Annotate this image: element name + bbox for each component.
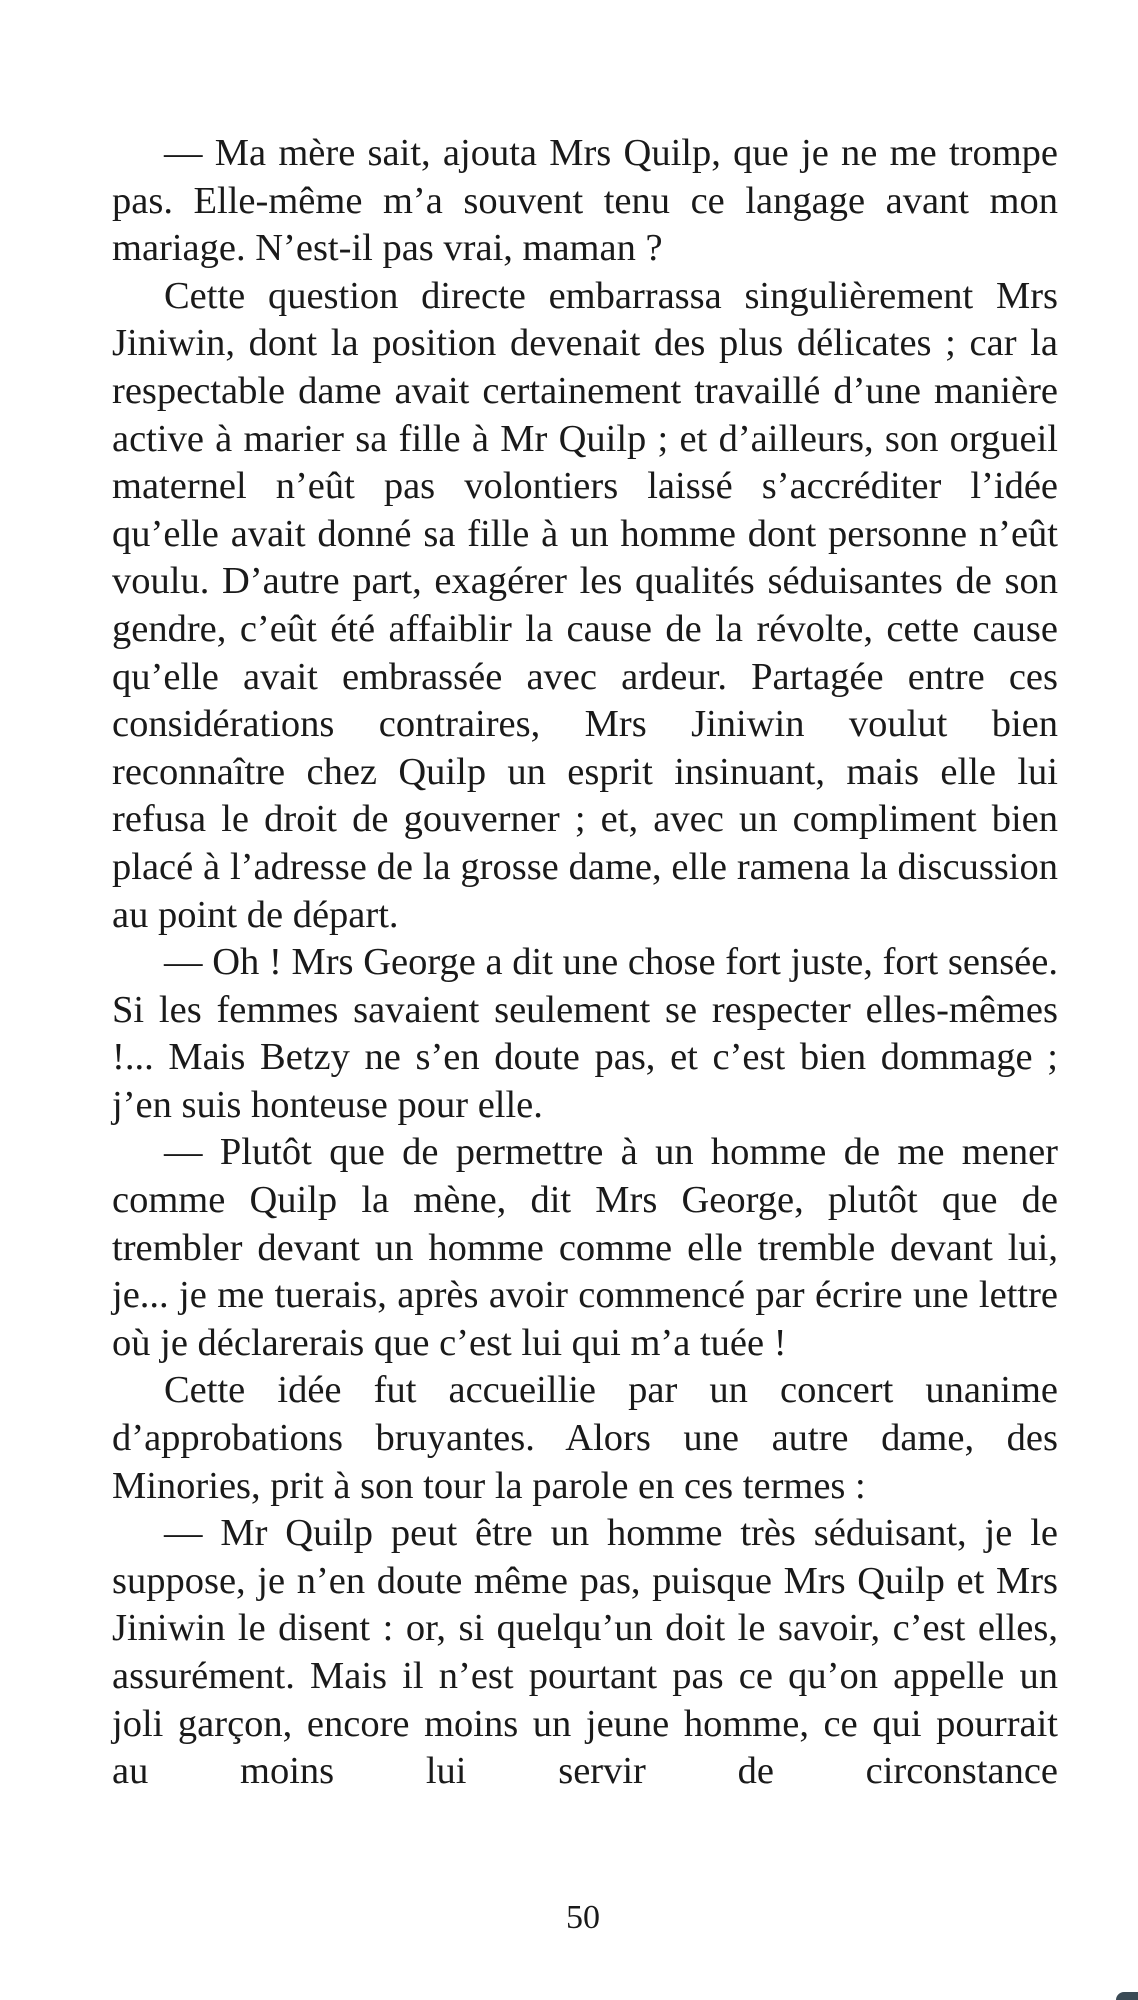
page-number: 50 (566, 1899, 600, 1936)
paragraph-3: — Oh ! Mrs George a dit une chose fort juste, fort sensée. Si les femmes savaient seulement se respecter elles-mêmes !... Mais Betzy ne s’en doute pas, et c’est bien dommage ; j’en suis honteuse pour elle. (112, 941, 1058, 1126)
scan-edge-mark (1116, 1992, 1138, 2000)
page-body (112, 130, 1058, 1796)
paragraph-2: Cette question directe embarrassa singulièrement Mrs Jiniwin, dont la position devenait des plus délicates ; car la respectable dame avait certainement travaillé d’une manière active à marier sa fille à Mr Quilp ; et d’ailleurs, son orgueil maternel n’eût pas volontiers laissé s’accréditer l’idée qu’elle avait donné sa fille à un homme dont personne n’eût voulu. D’autre part, exagérer les qualités séduisantes de son gendre, c’eût été affaiblir la cause de la révolte, cette cause qu’elle avait embrassée avec ardeur. Partagée entre ces considérations contraires, Mrs Jiniwin voulut bien reconnaître chez Quilp un esprit insinuant, mais elle lui refusa le droit de gouverner ; et, avec un compliment bien placé à l’adresse de la grosse dame, elle ramena la discussion au point de départ. (112, 274, 1058, 936)
paragraph-5: Cette idée fut accueillie par un concert unanime d’approbations bruyantes. Alors une autre dame, des Minories, prit à son tour la parole en ces termes : (112, 1369, 1058, 1507)
paragraph-4: — Plutôt que de permettre à un homme de me mener comme Quilp la mène, dit Mrs George, plutôt que de trembler devant un homme comme elle tremble devant lui, je... je me tuerais, après avoir commencé par écrire une lettre où je déclarerais que c’est lui qui m’a tuée ! (112, 1131, 1058, 1364)
paragraph-1: — Ma mère sait, ajouta Mrs Quilp, que je ne me trompe pas. Elle-même m’a souvent tenu ce langage avant mon mariage. N’est-il pas vrai, maman ? (112, 132, 1058, 270)
paragraph-6: — Mr Quilp peut être un homme très séduisant, je le suppose, je n’en doute même pas, puisque Mrs Quilp et Mrs Jiniwin le disent : or, si quelqu’un doit le savoir, c’est elles, assurément. Mais il n’est pourtant pas ce qu’on appelle un joli garçon, encore moins un jeune homme, ce qui pourrait au moins lui servir de circonstance (112, 1512, 1058, 1793)
text-column (112, 130, 1058, 1796)
